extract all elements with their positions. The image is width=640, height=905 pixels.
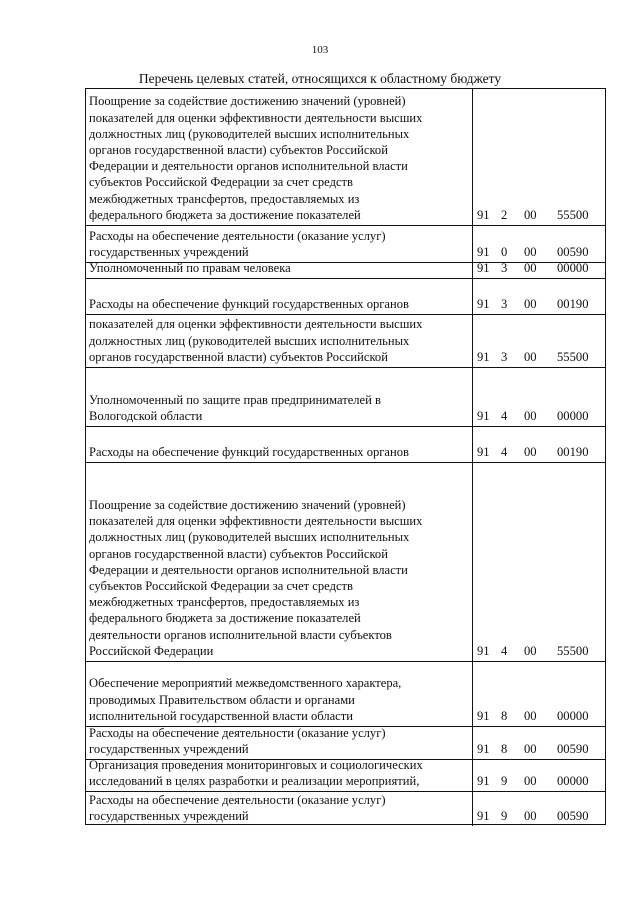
description-line: деятельности органов исполнительной власти субъектов [89, 627, 392, 642]
description-line: Уполномоченный по защите прав предпринимателей в [89, 392, 381, 407]
description-line: Вологодской области [89, 408, 203, 423]
description-line: Расходы на обеспечение функций государственных органов [89, 444, 409, 459]
table-row [86, 367, 605, 426]
code-expense: 00590 [557, 245, 589, 259]
description-line: Федерации и деятельности органов исполнительной власти [89, 159, 408, 174]
row-description [86, 463, 473, 661]
row-description [86, 368, 473, 426]
description-line: государственных учреждений [89, 741, 249, 756]
table-row [86, 314, 605, 367]
description-line: Российской Федерации [89, 643, 214, 658]
code-expense: 00000 [557, 709, 589, 723]
table-row [86, 262, 605, 278]
code-direction: 00 [524, 742, 537, 756]
code-subprogram: 3 [501, 297, 508, 311]
description-line: межбюджетных трансфертов, предоставляемых из [89, 191, 360, 206]
code-expense: 00590 [557, 742, 589, 756]
description-line: субъектов Российской Федерации за счет средств [89, 578, 353, 593]
code-subprogram: 2 [501, 208, 508, 222]
row-description [86, 263, 473, 278]
code-program: 91 [477, 644, 490, 658]
code-program: 91 [477, 261, 490, 275]
code-expense: 00000 [557, 774, 589, 788]
description-line: федерального бюджета за достижение показателей [89, 611, 361, 626]
row-description [86, 89, 473, 225]
code-subprogram: 4 [501, 409, 508, 423]
description-line: Расходы на обеспечение деятельности (оказание услуг) [89, 792, 386, 807]
code-subprogram: 3 [501, 261, 508, 275]
code-subprogram: 8 [501, 709, 508, 723]
code-subprogram: 4 [501, 644, 508, 658]
code-expense: 55500 [557, 350, 589, 364]
row-description [86, 727, 473, 759]
description-line: органов государственной власти) субъектов Российской [89, 142, 388, 157]
code-direction: 00 [524, 445, 537, 459]
description-line: государственных учреждений [89, 808, 249, 823]
table-row [86, 759, 605, 791]
description-line: Расходы на обеспечение функций государственных органов [89, 296, 409, 311]
description-line: органов государственной власти) субъектов Российской [89, 546, 388, 561]
description-line: Поощрение за содействие достижению значений (уровней) [89, 94, 406, 109]
description-line: Уполномоченный по правам человека [89, 263, 291, 275]
description-line: межбюджетных трансфертов, предоставляемых из [89, 595, 360, 610]
code-subprogram: 3 [501, 350, 508, 364]
description-line: субъектов Российской Федерации за счет средств [89, 175, 353, 190]
row-description [86, 792, 473, 826]
code-expense: 00000 [557, 261, 589, 275]
table-row [86, 278, 605, 314]
description-line: проводимых Правительством области и органами [89, 692, 355, 707]
description-line: органов государственной власти) субъектов Российской [89, 349, 388, 364]
table-row [86, 426, 605, 462]
table-row [86, 726, 605, 759]
description-line: показателей для оценки эффективности деятельности высших [89, 110, 423, 125]
code-direction: 00 [524, 350, 537, 364]
code-expense: 00000 [557, 409, 589, 423]
code-program: 91 [477, 774, 490, 788]
description-line: Расходы на обеспечение деятельности (оказание услуг) [89, 228, 386, 243]
code-direction: 00 [524, 208, 537, 222]
description-line: Расходы на обеспечение деятельности (оказание услуг) [89, 727, 386, 740]
code-subprogram: 9 [501, 809, 508, 823]
code-expense: 00190 [557, 297, 589, 311]
table-row [86, 89, 605, 225]
code-program: 91 [477, 809, 490, 823]
description-line: Обеспечение мероприятий межведомственного характера, [89, 676, 402, 691]
code-direction: 00 [524, 245, 537, 259]
target-articles-table [85, 88, 606, 825]
description-line: показателей для оценки эффективности деятельности высших [89, 514, 423, 529]
code-subprogram: 4 [501, 445, 508, 459]
code-direction: 00 [524, 644, 537, 658]
code-program: 91 [477, 297, 490, 311]
table-row [86, 225, 605, 262]
row-description [86, 315, 473, 367]
code-expense: 55500 [557, 644, 589, 658]
code-direction: 00 [524, 709, 537, 723]
code-program: 91 [477, 709, 490, 723]
description-line: Поощрение за содействие достижению значений (уровней) [89, 497, 406, 512]
description-line: Организация проведения мониторинговых и социологических [89, 760, 423, 772]
row-description [86, 662, 473, 726]
description-line: показателей для оценки эффективности деятельности высших [89, 317, 423, 332]
description-line: Федерации и деятельности органов исполнительной власти [89, 562, 408, 577]
description-line: исследований в целях разработки и реализации мероприятий, [89, 773, 420, 788]
table-row [86, 661, 605, 726]
description-line: должностных лиц (руководителей высших исполнительных [89, 530, 410, 545]
code-expense: 00190 [557, 445, 589, 459]
description-line: государственных учреждений [89, 244, 249, 259]
row-description [86, 427, 473, 462]
code-program: 91 [477, 742, 490, 756]
code-direction: 00 [524, 809, 537, 823]
code-subprogram: 8 [501, 742, 508, 756]
description-line: должностных лиц (руководителей высших исполнительных [89, 126, 410, 141]
code-direction: 00 [524, 297, 537, 311]
code-subprogram: 0 [501, 245, 508, 259]
row-description [86, 760, 473, 791]
description-line: должностных лиц (руководителей высших исполнительных [89, 333, 410, 348]
code-direction: 00 [524, 409, 537, 423]
table-row [86, 791, 605, 826]
code-direction: 00 [524, 774, 537, 788]
page-number: 103 [311, 44, 329, 56]
row-description [86, 226, 473, 262]
description-line: исполнительной государственной власти области [89, 708, 353, 723]
description-line: федерального бюджета за достижение показателей [89, 207, 361, 222]
code-program: 91 [477, 409, 490, 423]
code-program: 91 [477, 445, 490, 459]
code-expense: 00590 [557, 809, 589, 823]
code-subprogram: 9 [501, 774, 508, 788]
code-direction: 00 [524, 261, 537, 275]
code-program: 91 [477, 350, 490, 364]
code-expense: 55500 [557, 208, 589, 222]
code-program: 91 [477, 245, 490, 259]
table-row [86, 462, 605, 661]
page-title: Перечень целевых статей, относящихся к областному бюджету [138, 71, 502, 86]
row-description [86, 279, 473, 314]
code-program: 91 [477, 208, 490, 222]
